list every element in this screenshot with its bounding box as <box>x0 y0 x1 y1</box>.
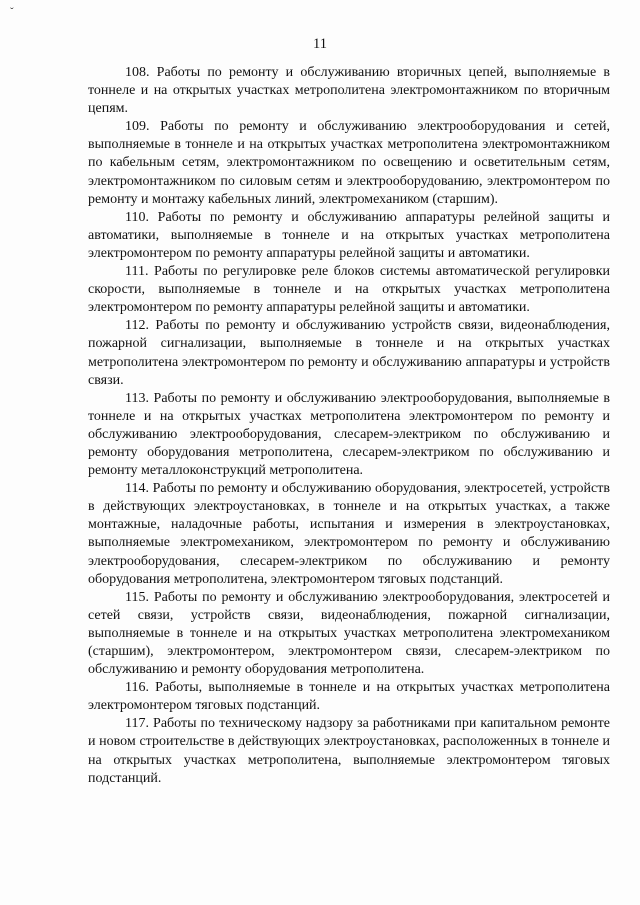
page-number: 11 <box>313 36 327 52</box>
paragraph-111: 111. Работы по регулировке реле блоков системы автоматической регулировки скорости, выполняемые в тоннеле и на открытых участках метрополитена электромонтером по ремонту аппаратуры релейной защиты и автоматики. <box>88 264 610 316</box>
scan-mark: ˇ <box>10 6 14 18</box>
paragraph-109: 109. Работы по ремонту и обслуживанию электрооборудования и сетей, выполняемые в тоннеле и на открытых участках метрополитена электромонтажником по кабельным сетям, электромонтажником по освещению и осветительным сетям, электромонтажником по силовым сетям и электрооборудованию, электромонтером по ремонту и монтажу кабельных линий, электромехаником (старшим). <box>88 119 610 207</box>
paragraph-115: 115. Работы по ремонту и обслуживанию электрооборудования, электросетей и сетей связи, устройств связи, видеонаблюдения, пожарной сигнализации, выполняемые в тоннеле и на открытых участках метрополитена электромехаником (старшим), электромонтером, электромонтером связи, слесарем-электриком по обслуживанию и ремонту оборудования метрополитена. <box>88 589 610 678</box>
paragraph-114: 114. Работы по ремонту и обслуживанию оборудования, электросетей, устройств в действующих электроустановках, в тоннеле и на открытых участках, а также монтажные, наладочные работы, испытания и измерения в электроустановках, выполняемые электромехаником, электромонтером по ремонту и обслуживанию электрооборудования, слесарем-электриком по обслуживанию и ремонту оборудования метрополитена, электромонтером тяговых подстанций. <box>88 481 610 587</box>
paragraph-113: 113. Работы по ремонту и обслуживанию электрооборудования, выполняемые в тоннеле и на открытых участках метрополитена электромонтером по ремонту и обслуживанию электрооборудования, слесарем-электриком по обслуживанию и ремонту оборудования метрополитена, слесарем-электриком по обслуживанию и ремонту металлоконструкций метрополитена. <box>88 390 610 479</box>
paragraph-108: 108. Работы по ремонту и обслуживанию вторичных цепей, выполняемые в тоннеле и на открытых участках метрополитена электромонтажником по вторичным цепям. <box>88 65 610 117</box>
paragraph-110: 110. Работы по ремонту и обслуживанию аппаратуры релейной защиты и автоматики, выполняемые в тоннеле и на открытых участках метрополитена электромонтером по ремонту аппаратуры релейной защиты и автоматики. <box>88 209 610 261</box>
paragraph-117: 117. Работы по техническому надзору за работниками при капитальном ремонте и новом строительстве в действующих электроустановках, расположенных в тоннеле и на открытых участках метрополитена, выполняемые электромонтером тяговых подстанций. <box>88 716 610 786</box>
paragraph-112: 112. Работы по ремонту и обслуживанию устройств связи, видеонаблюдения, пожарной сигнализации, выполняемые в тоннеле и на открытых участках метрополитена электромонтером по ремонту и обслуживанию аппаратуры и устройств связи. <box>88 318 610 388</box>
paragraph-116: 116. Работы, выполняемые в тоннеле и на открытых участках метрополитена электромонтером тяговых подстанций. <box>88 680 610 714</box>
document-body <box>88 64 610 788</box>
